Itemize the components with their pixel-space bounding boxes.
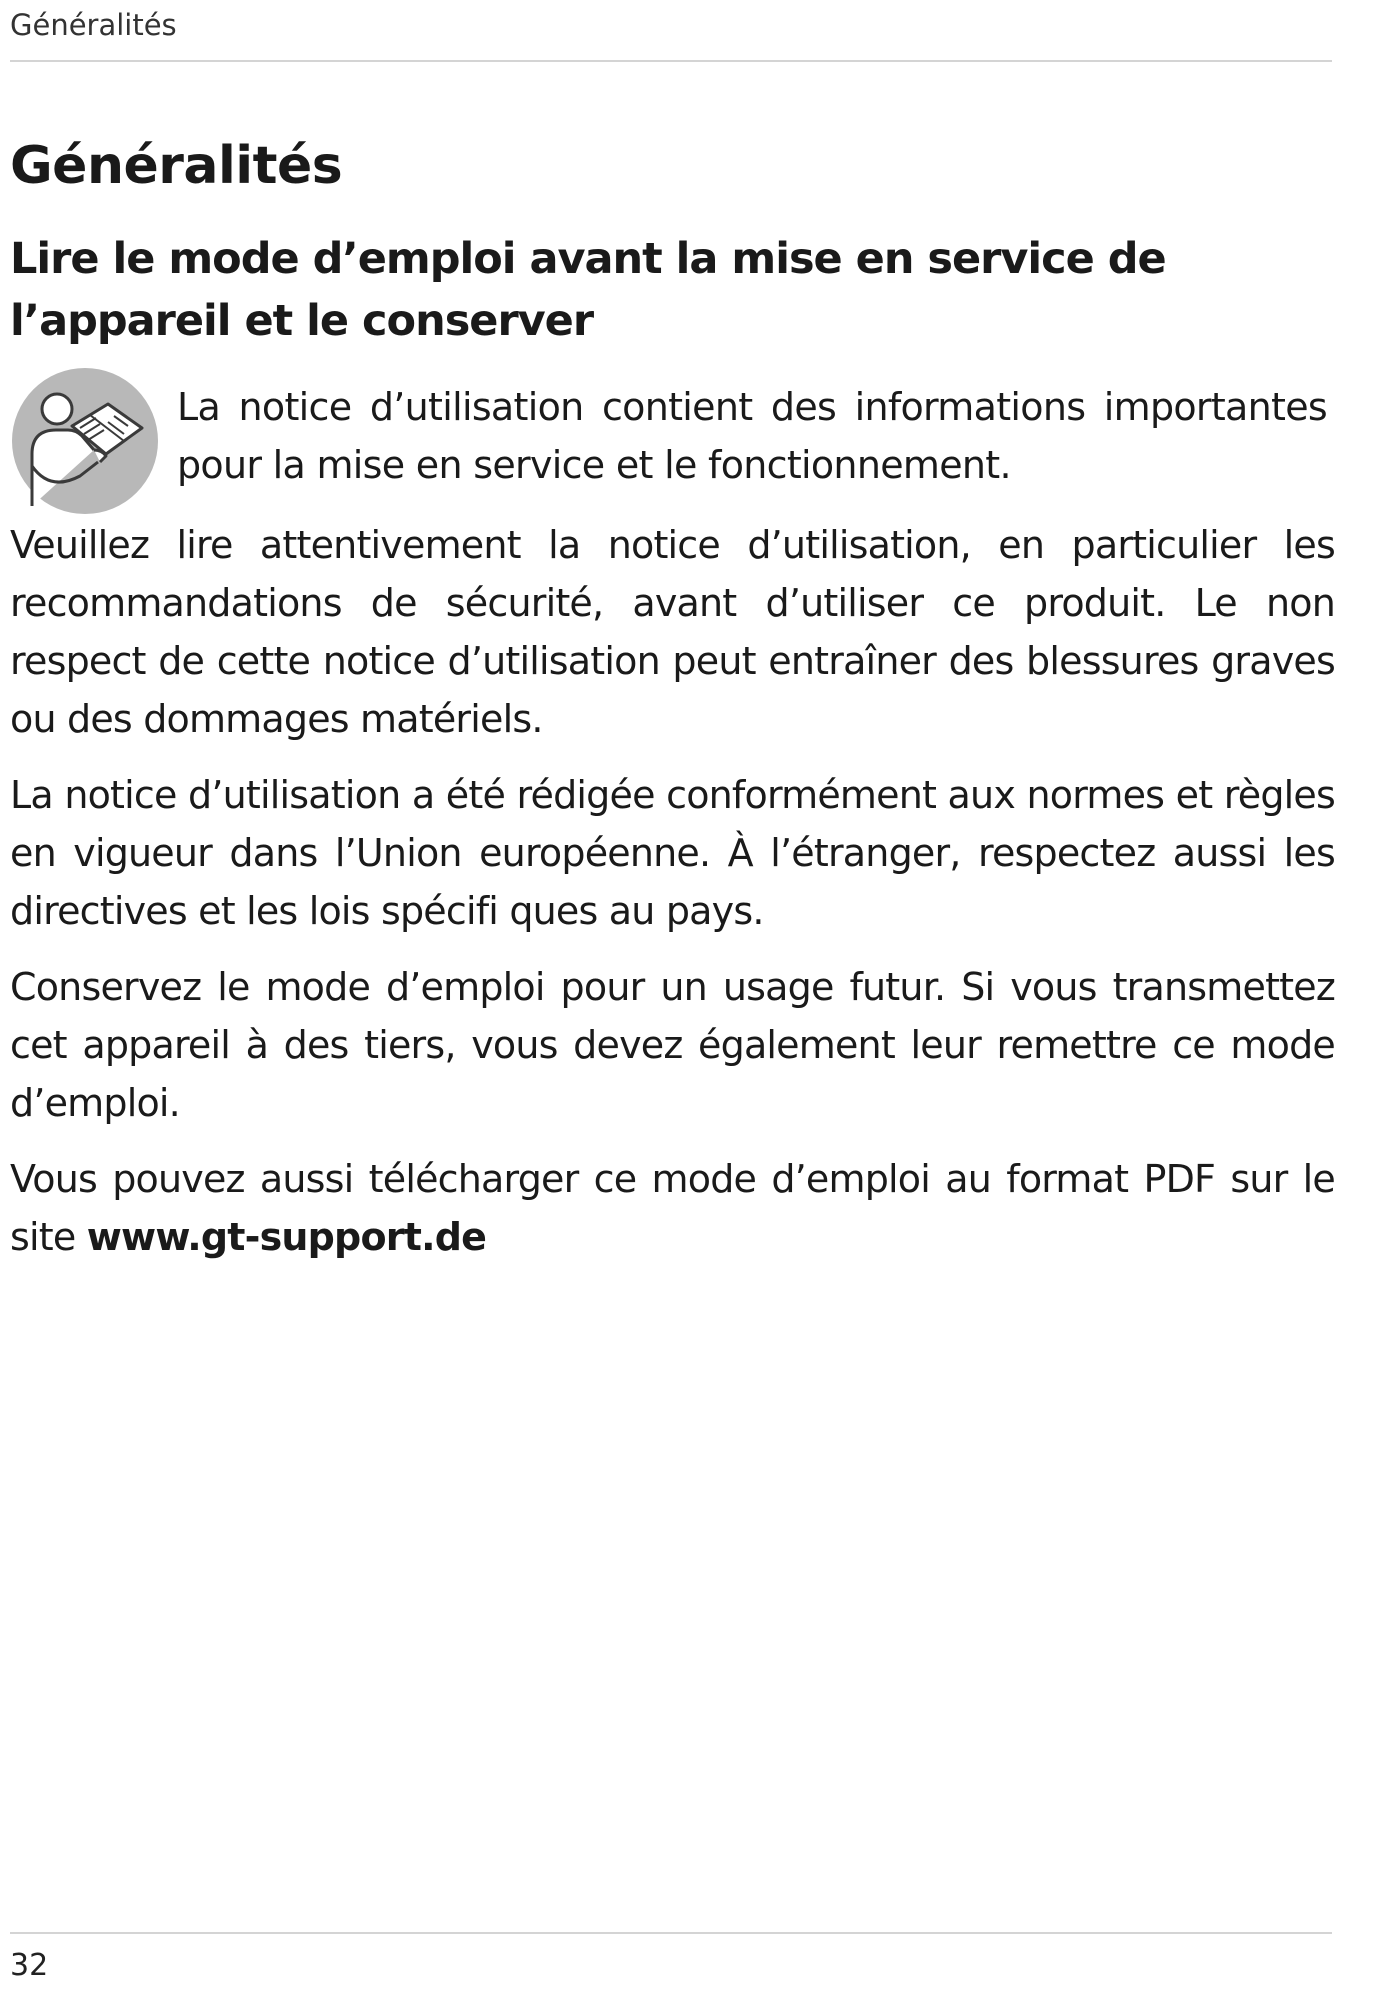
intro-text: La notice d’utilisation contient des informations importantes pour la mise en service et le fonctionnement. xyxy=(177,385,1327,487)
header-divider xyxy=(10,60,1332,62)
paragraph-download xyxy=(10,1150,1335,1266)
support-website-link[interactable]: www.gt-support.de xyxy=(86,1215,487,1259)
page-title: Généralités xyxy=(10,136,343,196)
paragraph-eu-standards: La notice d’utilisation a été rédigée conformément aux normes et règles en vigueur dans l’Union européenne. À l’étranger, respectez aussi les directives et les lois spécifi ques au pays. xyxy=(10,773,1335,933)
read-manual-icon xyxy=(10,366,160,516)
download-text: Vous pouvez aussi télécharger ce mode d’emploi au format PDF sur le site xyxy=(10,1157,1335,1259)
footer-divider xyxy=(10,1932,1332,1934)
paragraph-keep-manual: Conservez le mode d’emploi pour un usage futur. Si vous transmettez cet appareil à des tiers, vous devez également leur remettre ce mode d’emploi. xyxy=(10,965,1335,1125)
paragraph-read-carefully: Veuillez lire attentivement la notice d’utilisation, en particulier les recommandations de sécurité, avant d’utiliser ce produit. Le non respect de cette notice d’utilisation peut entraîner des blessures graves ou des dommages matériels. xyxy=(10,523,1335,741)
section-heading: Lire le mode d’emploi avant la mise en service de l’appareil et le conserver xyxy=(10,234,1166,346)
running-header: Généralités xyxy=(10,8,177,42)
page-number: 32 xyxy=(10,1948,49,1983)
